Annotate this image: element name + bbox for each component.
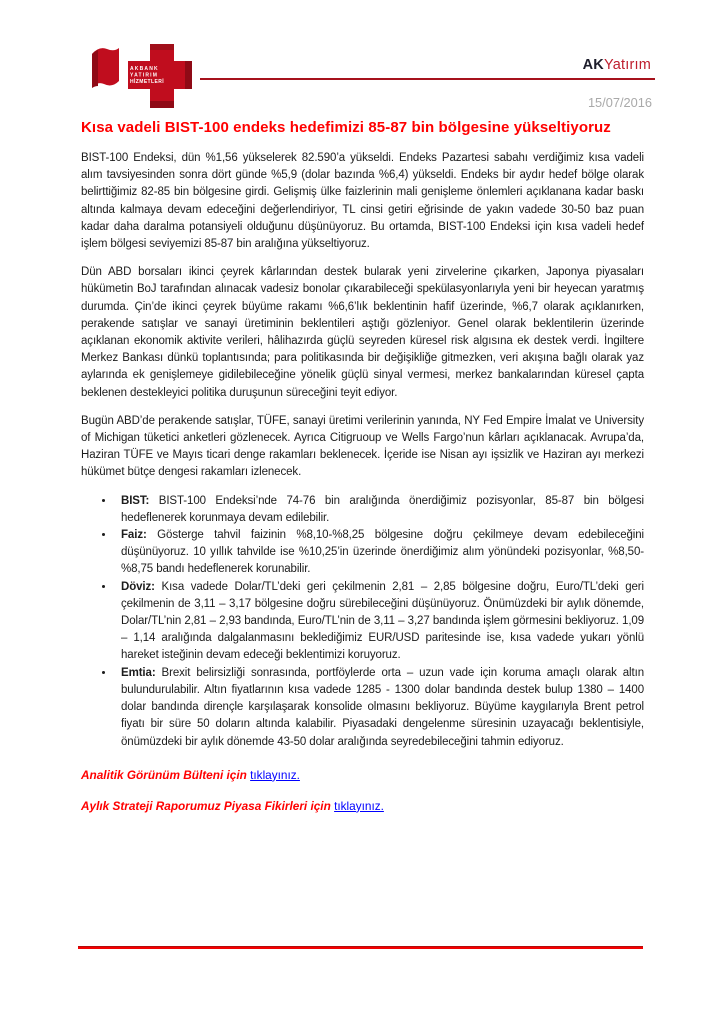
analytic-outlook-link[interactable]: tıklayınız. [250, 767, 300, 782]
bullet-text-faiz: Gösterge tahvil faizinin %8,10-%8,25 bölgesine doğru çekilmeye devam edebileceğini düşünüyoruz. 10 yıllık tahvilde ise %10,25’in üzerinde önerdiğimiz alım yönündeki pozisyonlar, %8,50-%8,75 bandı hedeflenerek korunabilir. [121, 529, 644, 576]
monthly-strategy-link[interactable]: tıklayınız. [334, 798, 384, 813]
ak-yatirim-wordmark [583, 57, 651, 73]
header-divider [200, 78, 655, 80]
monthly-strategy-link-line [81, 799, 644, 813]
list-item-doviz [115, 579, 644, 665]
bullet-label-bist: BIST: [121, 494, 150, 507]
logo-text-line1: AKBANK [130, 66, 159, 72]
recommendation-list [81, 493, 644, 751]
bullet-label-faiz: Faiz: [121, 529, 147, 542]
paragraph-market-summary: BIST-100 Endeksi, dün %1,56 yükselerek 82.590’a yükseldi. Endeks Pazartesi sabahı verdiğimiz kısa vadeli alım tavsiyesinden sonra dört günde %5,9 (dolar bazında %6,4) yükseldi. Endeks bir aydır hedef bölge olarak belirttiğimiz 82-85 bin bölgesine girdi. Gelişmiş ülke faizlerinin mali genişleme önlemleri açıklanana kadar baskı altında kalmaya devam edeceğini değerlendiriyor, TL cinsi getiri eğrisinde de yakın vadede 30-50 baz puan kadar daha daralma potansiyeli olduğunu düşünüyoruz. Bu ortamda, BIST-100 Endeksi için kısa vadeli hedef işlem bölgesi seviyemizi 85-87 bin aralığına yükseltiyoruz. [81, 152, 644, 251]
list-item-bist [115, 493, 644, 527]
list-item-emtia [115, 665, 644, 751]
bullet-label-emtia: Emtia: [121, 666, 156, 679]
bullet-label-doviz: Döviz: [121, 580, 155, 593]
footer-divider [78, 946, 643, 949]
paragraph-todays-data: Bugün ABD’de perakende satışlar, TÜFE, sanayi üretimi verilerinin yanında, NY Fed Empire İmalat ve University of Michigan tüketici anketleri gözlenecek. Ayrıca Citigruoup ve Wells Fargo’nun kârları açıklanacak. Avrupa’da, Haziran TÜFE ve Mayıs ticari denge rakamları beklenecek. İçeride ise Nisan ayı işsizlik ve Haziran ayı merkezi hükümet bütçe dengesi rakamları izlenecek. [81, 414, 644, 479]
monthly-strategy-label: Aylık Strateji Raporumuz Piyasa Fikirleri için [81, 798, 335, 813]
bullet-text-bist: BIST-100 Endeksi’nde 74-76 bin aralığında önerdiğimiz pozisyonlar, 85-87 bin bölgesi hedeflenerek korunmaya devam edilebilir. [121, 494, 644, 524]
logo-text-line3: HİZMETLERİ [130, 79, 164, 85]
wordmark-yatirim: Yatırım [603, 57, 651, 73]
analytic-outlook-label: Analitik Görünüm Bülteni için [81, 767, 251, 782]
analytic-outlook-link-line [81, 768, 644, 782]
list-item-faiz [115, 527, 644, 579]
document-body [81, 119, 644, 813]
bullet-text-doviz: Kısa vadede Dolar/TL’deki geri çekilmenin 2,81 – 2,85 bölgesine doğru, Euro/TL’deki geri çekilmenin de 3,11 – 3,17 bölgesine doğru sürebileceğini düşünüyoruz. Önümüzdeki bir aylık dönemde, Dolar/TL’nin 2,81 – 2,93 bandında, Euro/TL’nin de 3,11 – 3,27 bandında işlem görmesini bekliyoruz. 1,09 – 1,14 aralığında dalgalanmasını beklediğimiz EUR/USD paritesinde ise, kısa vadede yukarı yönlü hareket isteğinin devam edeceği beklentimizi koruyoruz. [121, 580, 644, 662]
ribbon-fold-shape [92, 50, 98, 88]
cross-bevel-bottom [150, 101, 174, 108]
page-title: Kısa vadeli BIST-100 endeks hedefimizi 85-87 bin bölgesine yükseltiyoruz [81, 119, 611, 136]
report-date: 15/07/2016 [587, 95, 652, 110]
cross-bevel-top [150, 44, 174, 50]
cross-bevel-right [185, 61, 192, 89]
logo-text-line2: YATIRIM [130, 72, 159, 79]
paragraph-global-markets: Dün ABD borsaları ikinci çeyrek kârlarından destek bularak yeni zirvelerine çıkarken, Japonya piyasaları hükümetin BoJ tarafından alınacak vadesiz bonolar çıkarabileceği spekülasyonlarıyla yeni bir heyecan yaratmış durumda. Çin’de ikinci çeyrek büyüme rakamı %6,6’lık beklentinin hafif üzerinde, %6,7 olarak açıklanırken, perakende satışlar ve sanayi üretiminin beklentileri aştığı gözleniyor. Genel olarak beklentilerin üzerinde açıklanan ekonomik aktivite verileri, hâlihazırda güçlü seyreden küresel risk algısına ek destek verdi. İngiltere Merkez Bankası dünkü toplantısında; para politikasında bir değişikliğe gitmezken, veri akışına bağlı olarak yaz aylarında ek genişlemeye gidilebileceğine yönelik güçlü sinyal vermesi, merkez bankalarından küresel çapta beklenen destekleyici politika duruşunun süreceğini teyit ediyor. [81, 266, 644, 399]
bullet-text-emtia: Brexit belirsizliği sonrasında, portföylerde orta – uzun vade için koruma amaçlı olarak altın bulundurulabilir. Altın fiyatlarının kısa vadede 1285 - 1300 dolar bandında destek bulup 1380 – 1400 dolar bandında dirençle karşılaşarak konsolide olmasını bekliyoruz. Büyüme kaygılarıyla Brent petrol fiyatı bir süre 50 doların altında kalabilir. Piyasadaki dengelenme süresinin uzayacağı beklentisiyle, önümüzdeki bir aylık dönemde 43-50 dolar aralığında seyredebileceğini tahmin ediyoruz. [121, 666, 644, 748]
wordmark-ak: AK [582, 57, 604, 73]
akbank-logo-icon [88, 42, 192, 110]
